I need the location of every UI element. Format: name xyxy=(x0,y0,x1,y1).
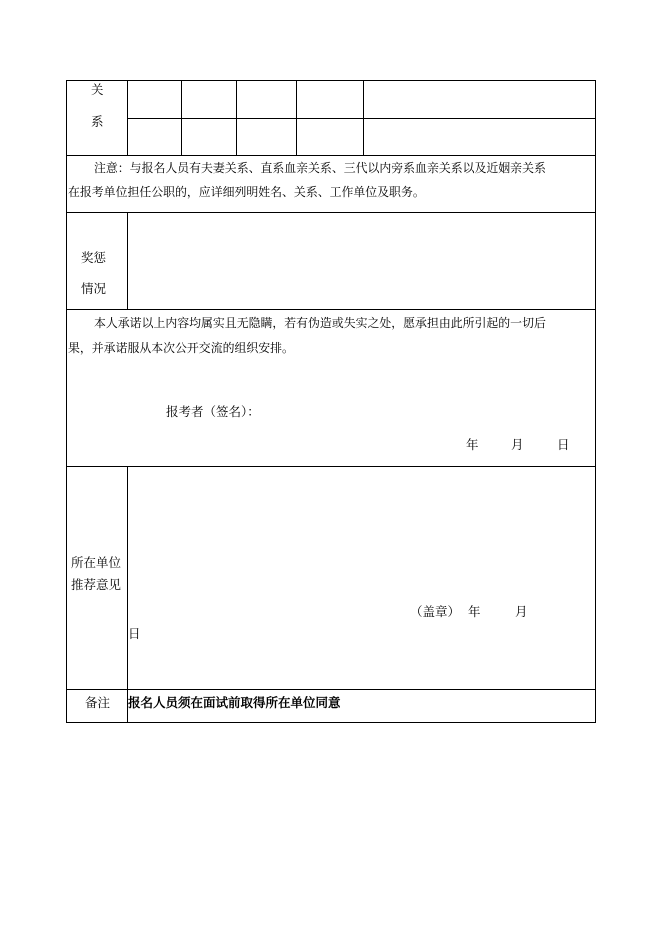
unit-opinion-date-year: 年 xyxy=(468,604,481,619)
note-text-line2: 在报考单位担任公职的，应详细列明姓名、关系、工作单位及职务。 xyxy=(68,185,425,199)
unit-opinion-date-month: 月 xyxy=(515,604,528,619)
relative-1-workplace-cell[interactable] xyxy=(364,81,595,118)
opinion-bottom-border xyxy=(66,689,596,690)
rewards-bottom-border xyxy=(66,309,596,310)
note-text-line1: 注意：与报名人员有夫妻关系、直系血亲关系、三代以内旁系血亲关系以及近姻亲关系 xyxy=(94,161,546,175)
rewards-label-bottom: 情况 xyxy=(81,281,107,296)
unit-opinion-label-bottom: 推荐意见 xyxy=(71,577,122,592)
relative-2-field3-cell[interactable] xyxy=(237,119,296,155)
pledge-date-day: 日 xyxy=(557,437,570,452)
pledge-text-line2: 果，并承诺服从本次公开交流的组织安排。 xyxy=(68,341,294,355)
relative-2-field4-cell[interactable] xyxy=(297,119,363,155)
relative-2-relation-cell[interactable] xyxy=(182,119,236,155)
pledge-date-month: 月 xyxy=(511,437,524,452)
relatives-bottom-border xyxy=(66,155,596,156)
unit-opinion-date-day: 日 xyxy=(128,626,141,641)
relative-1-relation-cell[interactable] xyxy=(182,81,236,118)
relative-2-workplace-cell[interactable] xyxy=(364,119,595,155)
relative-1-field3-cell[interactable] xyxy=(237,81,296,118)
relatives-label-top: 关 xyxy=(91,82,104,97)
relative-1-name-cell[interactable] xyxy=(128,81,181,118)
relative-1-field4-cell[interactable] xyxy=(297,81,363,118)
table-border-left xyxy=(66,80,67,723)
signature-field[interactable] xyxy=(268,400,448,422)
signature-label: 报考者（签名）： xyxy=(166,404,260,419)
remarks-text: 报名人员须在面试前取得所在单位同意 xyxy=(128,695,341,710)
table-border-bottom xyxy=(66,722,596,723)
rewards-content-field[interactable] xyxy=(128,213,595,309)
remarks-label: 备注 xyxy=(85,695,111,710)
rewards-label-top: 奖惩 xyxy=(81,250,107,265)
unit-opinion-label-top: 所在单位 xyxy=(71,555,122,570)
relative-2-name-cell[interactable] xyxy=(128,119,181,155)
table-border-right xyxy=(595,80,596,723)
unit-opinion-seal: （盖章） xyxy=(410,604,461,619)
pledge-date-year: 年 xyxy=(466,437,479,452)
unit-opinion-content-field[interactable] xyxy=(128,467,595,597)
relatives-label-bottom: 系 xyxy=(91,114,104,129)
pledge-text-line1: 本人承诺以上内容均属实且无隐瞒，若有伪造或失实之处，愿承担由此所引起的一切后 xyxy=(94,316,546,330)
